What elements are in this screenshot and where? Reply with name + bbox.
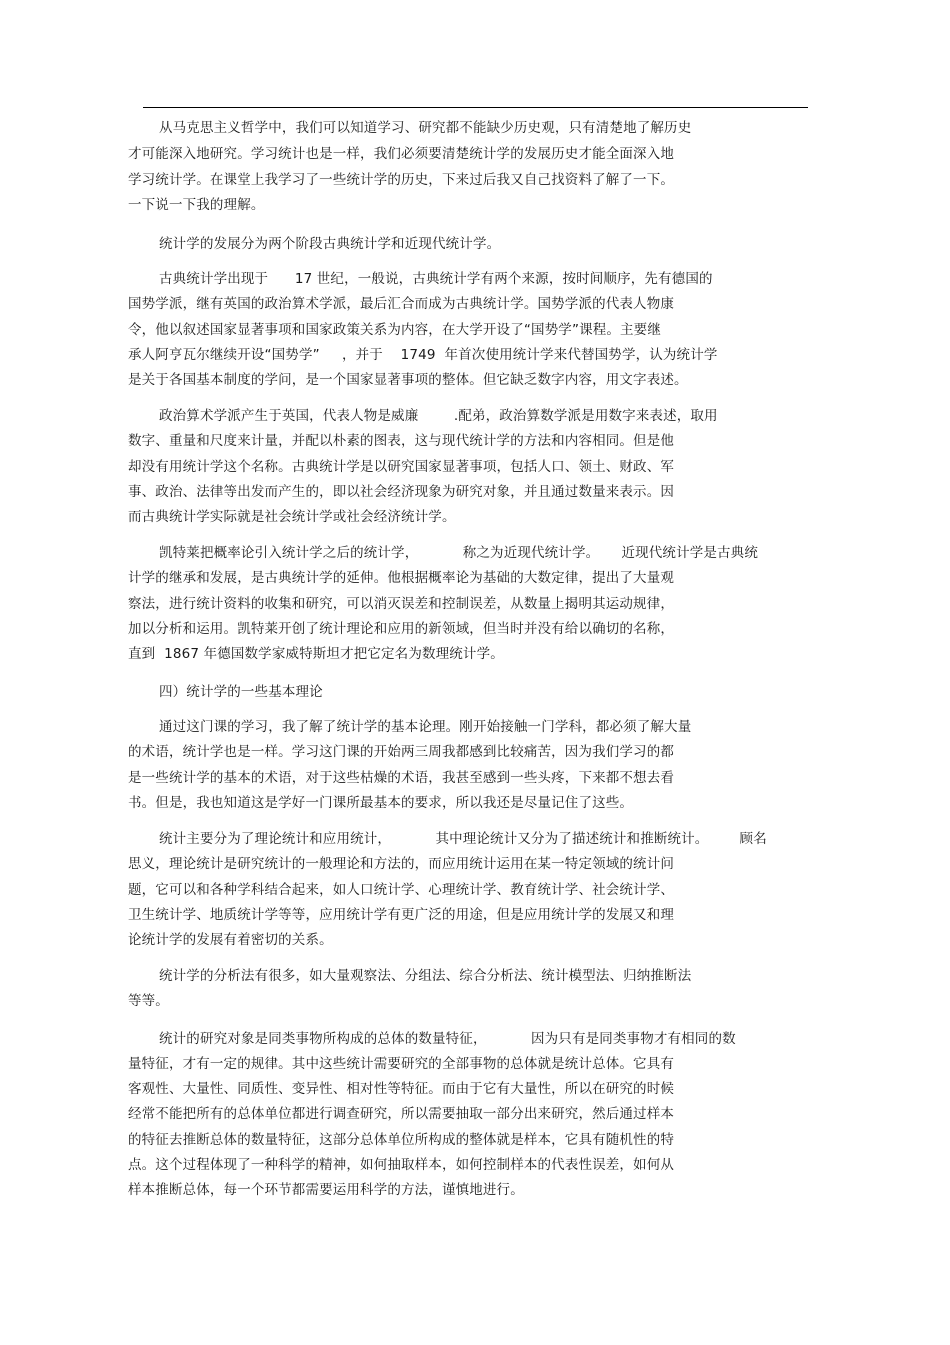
text-line: 察法，进行统计资料的收集和研究，可以消灭误差和控制误差，从数量上揭明其运动规律，: [128, 596, 674, 612]
text-line: 古典统计学出现于 17 世纪，一般说，古典统计学有两个来源，按时间顺序，先有德国的: [159, 271, 713, 287]
text-line: 客观性、大量性、同质性、变异性、相对性等特征。而由于它有大量性，所以在研究的时候: [128, 1081, 674, 1097]
text-line: 计学的继承和发展，是古典统计学的延伸。他根据概率论为基础的大数定律，提出了大量观: [128, 570, 674, 586]
text-line: 样本推断总体，每一个环节都需要运用科学的方法，谨慎地进行。: [128, 1182, 524, 1198]
text-line: 等等。: [128, 993, 169, 1009]
text-line: 统计主要分为了理论统计和应用统计， 其中理论统计又分为了描述统计和推断统计。 顾名: [159, 831, 767, 847]
text-line: 的术语，统计学也是一样。学习这门课的开始两三周我都感到比较痛苦，因为我们学习的都: [128, 744, 674, 760]
text-line: 量特征，才有一定的规律。其中这些统计需要研究的全部事物的总体就是统计总体。它具有: [128, 1056, 674, 1072]
text-line: 思义，理论统计是研究统计的一般理论和方法的，而应用统计运用在某一特定领域的统计问: [128, 856, 674, 872]
text-line: 是一些统计学的基本的术语，对于这些枯燥的术语，我甚至感到一些头疼，下来都不想去看: [128, 770, 674, 786]
text-line: 通过这门课的学习，我了解了统计学的基本论理。刚开始接触一门学科，都必须了解大量: [159, 719, 692, 735]
text-line: 令，他以叙述国家显著事项和国家政策关系为内容，在大学开设了“国势学”课程。主要继: [128, 322, 661, 338]
text-line: 点。这个过程体现了一种科学的精神，如何抽取样本，如何控制样本的代表性误差，如何从: [128, 1157, 674, 1173]
text-line: 是关于各国基本制度的学问，是一个国家显著事项的整体。但它缺乏数字内容，用文字表述。: [128, 372, 688, 388]
text-line: 经常不能把所有的总体单位都进行调查研究，所以需要抽取一部分出来研究，然后通过样本: [128, 1106, 674, 1122]
text-line: 论统计学的发展有着密切的关系。: [128, 932, 333, 948]
text-line: 统计学的分析法有很多，如大量观察法、分组法、综合分析法、统计模型法、归纳推断法: [159, 968, 692, 984]
text-line: 一下说一下我的理解。: [128, 197, 265, 213]
text-line: 书。但是，我也知道这是学好一门课所最基本的要求，所以我还是尽量记住了这些。: [128, 795, 634, 811]
text-line: 凯特莱把概率论引入统计学之后的统计学， 称之为近现代统计学。 近现代统计学是古典统: [159, 545, 758, 561]
text-line: 却没有用统计学这个名称。古典统计学是以研究国家显著事项，包括人口、领土、财政、军: [128, 459, 674, 475]
text-line: 才可能深入地研究。学习统计也是一样，我们必须要清楚统计学的发展历史才能全面深入地: [128, 146, 674, 162]
text-line: 题，它可以和各种学科结合起来，如人口统计学、心理统计学、教育统计学、社会统计学、: [128, 882, 674, 898]
text-line: 统计学的发展分为两个阶段古典统计学和近现代统计学。: [159, 236, 501, 252]
text-line: 直到 1867 年德国数学家威特斯坦才把它定名为数理统计学。: [128, 646, 504, 662]
text-line: 统计的研究对象是同类事物所构成的总体的数量特征， 因为只有是同类事物才有相同的数: [159, 1031, 736, 1047]
text-line: 从马克思主义哲学中，我们可以知道学习、研究都不能缺少历史观，只有清楚地了解历史: [159, 120, 692, 136]
text-line: 事、政治、法律等出发而产生的，即以社会经济现象为研究对象，并且通过数量来表示。因: [128, 484, 674, 500]
text-line: 数字、重量和尺度来计量，并配以朴素的图表，这与现代统计学的方法和内容相同。但是他: [128, 433, 674, 449]
text-line: 的特征去推断总体的数量特征，这部分总体单位所构成的整体就是样本，它具有随机性的特: [128, 1132, 674, 1148]
text-line: 政治算术学派产生于英国，代表人物是威廉 .配弟，政治算数学派是用数字来表述，取用: [159, 408, 718, 424]
text-line: 国势学派，继有英国的政治算术学派，最后汇合而成为古典统计学。国势学派的代表人物康: [128, 296, 674, 312]
text-line: 卫生统计学、地质统计学等等，应用统计学有更广泛的用途，但是应用统计学的发展又和理: [128, 907, 674, 923]
text-line: 而古典统计学实际就是社会统计学或社会经济统计学。: [128, 509, 456, 525]
text-line: 学习统计学。在课堂上我学习了一些统计学的历史，下来过后我又自己找资料了解了一下。: [128, 172, 674, 188]
text-line: 加以分析和运用。凯特莱开创了统计理论和应用的新领域，但当时并没有给以确切的名称，: [128, 621, 674, 637]
section-heading: 四）统计学的一些基本理论: [159, 684, 323, 700]
text-line: 承人阿亨瓦尔继续开设“国势学” ，并于 1749 年首次使用统计学来代替国势学，认为统计学: [128, 347, 718, 363]
